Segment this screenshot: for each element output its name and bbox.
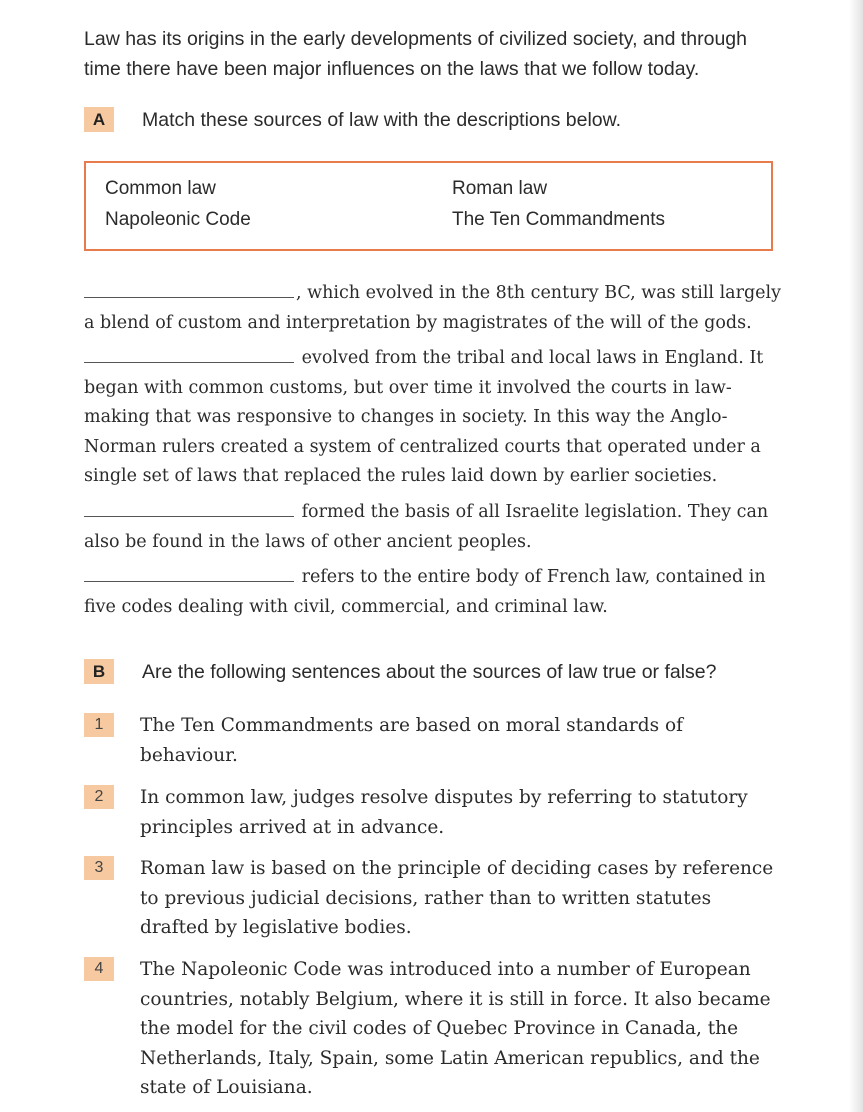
option-ten-commandments: The Ten Commandments: [452, 209, 665, 230]
intro-text: Law has its origins in the early developments of civilized society, and through time there have been major influences on the laws that we follow today.: [84, 28, 747, 80]
paragraph-1: [84, 279, 784, 338]
section-a-badge: A: [84, 107, 114, 132]
paragraph-4: [84, 563, 784, 622]
option-common-law: Common law: [105, 178, 216, 199]
options-box: [84, 161, 773, 251]
statement-text: In common law, judges resolve disputes by referring to statutory principles arrived at in advance.: [140, 787, 748, 838]
page-edge-shadow: [849, 0, 863, 1112]
statement-text: The Napoleonic Code was introduced into a number of European countries, notably Belgium, where it is still in force. It also became the model for the civil codes of Quebec Province in Canada, the Netherlands, Italy, Spain, some Latin American republics, and the state of Louisiana.: [140, 959, 771, 1098]
paragraph-2: [84, 344, 784, 492]
statement-number: 2: [84, 785, 114, 809]
statement-number: 3: [84, 856, 114, 880]
paragraph-3: [84, 498, 784, 557]
section-b-badge: B: [84, 659, 114, 684]
paragraph-2-text: evolved from the tribal and local laws in England. It began with common customs, but over time it involved the courts in law-making that was responsive to changes in society. In this way the Anglo-Norman rulers created a system of centralized courts that operated under a single set of laws that replaced the rules laid down by earlier societies.: [84, 348, 764, 486]
answer-blank-1[interactable]: [84, 281, 294, 298]
answer-blank-2[interactable]: [84, 346, 294, 363]
section-a-instruction: Match these sources of law with the descriptions below.: [142, 109, 622, 131]
section-b-instruction: Are the following sentences about the sources of law true or false?: [142, 661, 717, 683]
statement-text: Roman law is based on the principle of deciding cases by reference to previous judicial decisions, rather than to written statutes drafted by legislative bodies.: [140, 858, 774, 938]
answer-blank-4[interactable]: [84, 565, 294, 582]
paragraph-4-text: refers to the entire body of French law, contained in five codes dealing with civil, commercial, and criminal law.: [84, 567, 766, 617]
answer-blank-3[interactable]: [84, 500, 294, 517]
statement-number: 1: [84, 713, 114, 737]
statement-text: The Ten Commandments are based on moral standards of behaviour.: [140, 715, 683, 766]
paragraph-3-text: formed the basis of all Israelite legislation. They can also be found in the laws of other ancient peoples.: [84, 502, 769, 552]
option-napoleonic-code: Napoleonic Code: [105, 209, 251, 230]
paragraph-1-text: , which evolved in the 8th century BC, was still largely a blend of custom and interpretation by magistrates of the will of the gods.: [84, 283, 782, 333]
statement-number: 4: [84, 957, 114, 981]
option-roman-law: Roman law: [452, 178, 548, 199]
